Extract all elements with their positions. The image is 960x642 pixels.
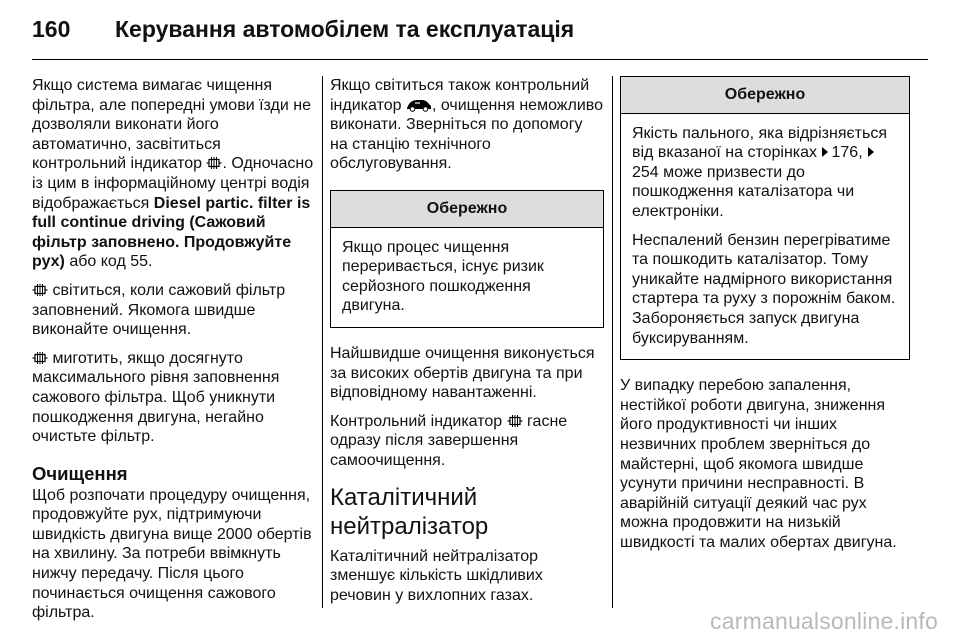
paragraph: Контрольний індикатор гасне одразу після завершення самоочищення. — [330, 412, 568, 469]
diesel-particle-filter-icon — [32, 282, 48, 298]
page-number: 160 — [32, 16, 71, 42]
paragraph: Каталітичний нейтралізатор зменшує кількість шкідливих речовин у вихлопних газах. — [330, 547, 543, 604]
page-reference[interactable]: 176 — [831, 144, 859, 162]
paragraph: У випадку перебою запалення, нестійкої роботи двигуна, зниження його продуктивності чи інших незвичних проблем зверніться до майстерні, щоб якомога швидше усунути причини несправності. В аварійній ситуації деякий час рух можна продовжити на низькій швидкості та малих обертах двигуна. — [620, 377, 897, 551]
paragraph: миготить, якщо досягнуто максимального рівня заповнення сажового фільтра. Щоб уникнути пошкодження двигуна, негайно очистьте фільтр. — [32, 349, 280, 446]
page-title: Керування автомобілем та експлуатація — [115, 16, 575, 42]
paragraph: світиться, коли сажовий фільтр заповнений. Якомога швидше виконайте очищення. — [32, 281, 286, 339]
diesel-particle-filter-icon — [32, 350, 48, 366]
page-reference-arrow-icon — [868, 147, 874, 157]
column-divider-2 — [612, 76, 613, 608]
paragraph: Якщо система вимагає чищення фільтра, але попередні умови їзди не дозволяли виконати його автоматично, засвітиться контрольний індикатор . Одночасно із цим в інформаційному центрі водія відображається Diesel partic. filter is full continue driving (Сажовий фільтр заповнено. Продовжуйте рух) або код 55. — [32, 77, 314, 271]
diesel-particle-filter-icon — [507, 413, 523, 429]
paragraph: Якщо світиться також контрольний індикатор , очищення неможливо виконати. Зверніться по допомогу на станцію технічного обслуговування. — [330, 77, 603, 173]
page-reference-arrow-icon — [822, 147, 828, 157]
page-header — [32, 16, 574, 52]
warning-text: Якість пального, яка відрізняється від вказаної на сторінках 176, 254 може призвести до пошкодження каталізатора чи електроніки. — [632, 124, 887, 220]
display-message: Diesel partic. filter is full continue driving (Сажовий фільтр заповнено. Продовжуйте рух) — [32, 194, 311, 271]
paragraph: Щоб розпочати процедуру очищення, продовжуйте рух, підтримуючи швидкість двигуна вище 2000 обертів на хвилину. За потреби ввімкнуть нижчу передачу. Після цього починається очищення сажового фільтра. — [32, 486, 312, 622]
section-heading: Очищення — [32, 462, 128, 484]
section-heading: Каталітичний нейтралізатор — [330, 483, 489, 540]
warning-box-title: Обережно — [331, 191, 603, 228]
warning-box — [330, 190, 604, 328]
header-divider — [32, 59, 928, 60]
watermark: carmanualsonline.info — [710, 608, 938, 634]
warning-box — [620, 76, 910, 360]
warning-box-title: Обережно — [621, 77, 909, 114]
warning-text: Неспалений бензин перегріватиме та пошкодить каталізатор. Тому уникайте надмірного використання стартера та руху з порожнім баком. Забороняється запуск двигуна буксируванням. — [632, 231, 896, 347]
page-reference[interactable]: 254 — [632, 163, 659, 181]
paragraph: Найшвидше очищення виконується за високих обертів двигуна та при відповідному навантаженні. — [330, 344, 595, 402]
diesel-particle-filter-icon — [206, 155, 222, 171]
column-1 — [32, 76, 314, 632]
column-3 — [620, 76, 910, 561]
warning-text: Якщо процес чищення переривається, існує ризик серйозного пошкодження двигуна. — [342, 238, 544, 315]
service-vehicle-icon — [406, 98, 432, 112]
column-divider-1 — [322, 76, 323, 608]
column-2 — [330, 76, 604, 614]
